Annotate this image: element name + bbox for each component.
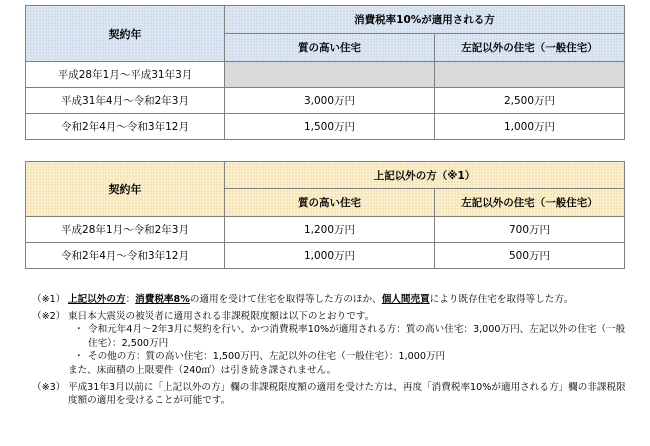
col-header-general: 左記以外の住宅（一般住宅） xyxy=(435,34,625,62)
col-header-high-quality: 質の高い住宅 xyxy=(225,189,435,217)
amount-cell-general: 2,500万円 xyxy=(435,88,625,114)
note-term-private-sale: 個人間売買 xyxy=(381,294,430,305)
note-body: 平成31年3月以前に「上記以外の方」欄の非課税限度額の適用を受けた方は、再度「消費税率10%が適用される方」欄の非課税限度額の適用を受けることが可能です。 xyxy=(68,381,626,407)
bullet-mark: ・ xyxy=(74,324,84,336)
table-row xyxy=(26,88,625,114)
period-cell: 令和2年4月～令和3年12月 xyxy=(26,243,225,269)
period-cell: 平成28年1月～平成31年3月 xyxy=(26,62,225,88)
bullet-text: 令和元年4月～2年3月に契約を行い、かつ消費税率10%が適用される方：質の高い住宅：3,000万円、左記以外の住宅（一般住宅）：2,500万円 xyxy=(88,324,626,349)
note-text: の適用を受けて住宅を取得等した方のほか、 xyxy=(189,294,382,305)
group-header: 上記以外の方（※1） xyxy=(225,162,625,189)
contract-year-header: 契約年 xyxy=(26,162,225,217)
amount-cell-high: 1,000万円 xyxy=(225,243,435,269)
group-header: 消費税率10%が適用される方 xyxy=(225,6,625,34)
amount-cell-general: 700万円 xyxy=(435,217,625,243)
amount-cell-general xyxy=(435,62,625,88)
table-row xyxy=(26,114,625,140)
amount-cell-high: 1,200万円 xyxy=(225,217,435,243)
bullet-text: その他の方：質の高い住宅：1,500万円、左記以外の住宅（一般住宅）：1,000万円 xyxy=(88,351,446,363)
table-consumption-tax-10 xyxy=(25,5,625,140)
period-cell: 令和2年4月～令和3年12月 xyxy=(26,114,225,140)
amount-cell-high: 3,000万円 xyxy=(225,88,435,114)
note-label: （※3） xyxy=(32,381,66,393)
note-label: （※2） xyxy=(32,310,66,322)
note-bullet xyxy=(68,323,632,350)
amount-cell-high: 1,500万円 xyxy=(225,114,435,140)
col-header-high-quality: 質の高い住宅 xyxy=(225,34,435,62)
amount-cell-general: 500万円 xyxy=(435,243,625,269)
contract-year-header: 契約年 xyxy=(26,6,225,62)
note-1 xyxy=(32,293,632,307)
note-text: により既存住宅を取得等した方。 xyxy=(429,294,574,305)
amount-cell-general: 1,000万円 xyxy=(435,114,625,140)
col-header-general: 左記以外の住宅（一般住宅） xyxy=(435,189,625,217)
table-row xyxy=(26,243,625,269)
note-label: （※1） xyxy=(32,294,66,305)
note-term-tax-8: 消費税率8% xyxy=(135,294,190,305)
table-row xyxy=(26,217,625,243)
period-cell: 平成28年1月～令和2年3月 xyxy=(26,217,225,243)
note-2 xyxy=(32,310,632,378)
note-body xyxy=(68,293,632,307)
note-intro: 東日本大震災の被災者に適用される非課税限度額は以下のとおりです。 xyxy=(68,310,375,322)
bullet-mark: ・ xyxy=(74,351,84,363)
note-extra: また、床面積の上限要件（240㎡）は引き続き課されません。 xyxy=(68,364,337,376)
period-cell: 平成31年4月～令和2年3月 xyxy=(26,88,225,114)
amount-cell-high xyxy=(225,62,435,88)
note-body xyxy=(68,310,632,378)
note-3 xyxy=(32,381,632,408)
note-term-others: 上記以外の方 xyxy=(68,294,126,305)
note-text: ： xyxy=(125,294,136,305)
note-bullet xyxy=(68,350,632,364)
table-row xyxy=(26,62,625,88)
table-other-buyers xyxy=(25,161,625,269)
footnotes xyxy=(32,293,632,408)
